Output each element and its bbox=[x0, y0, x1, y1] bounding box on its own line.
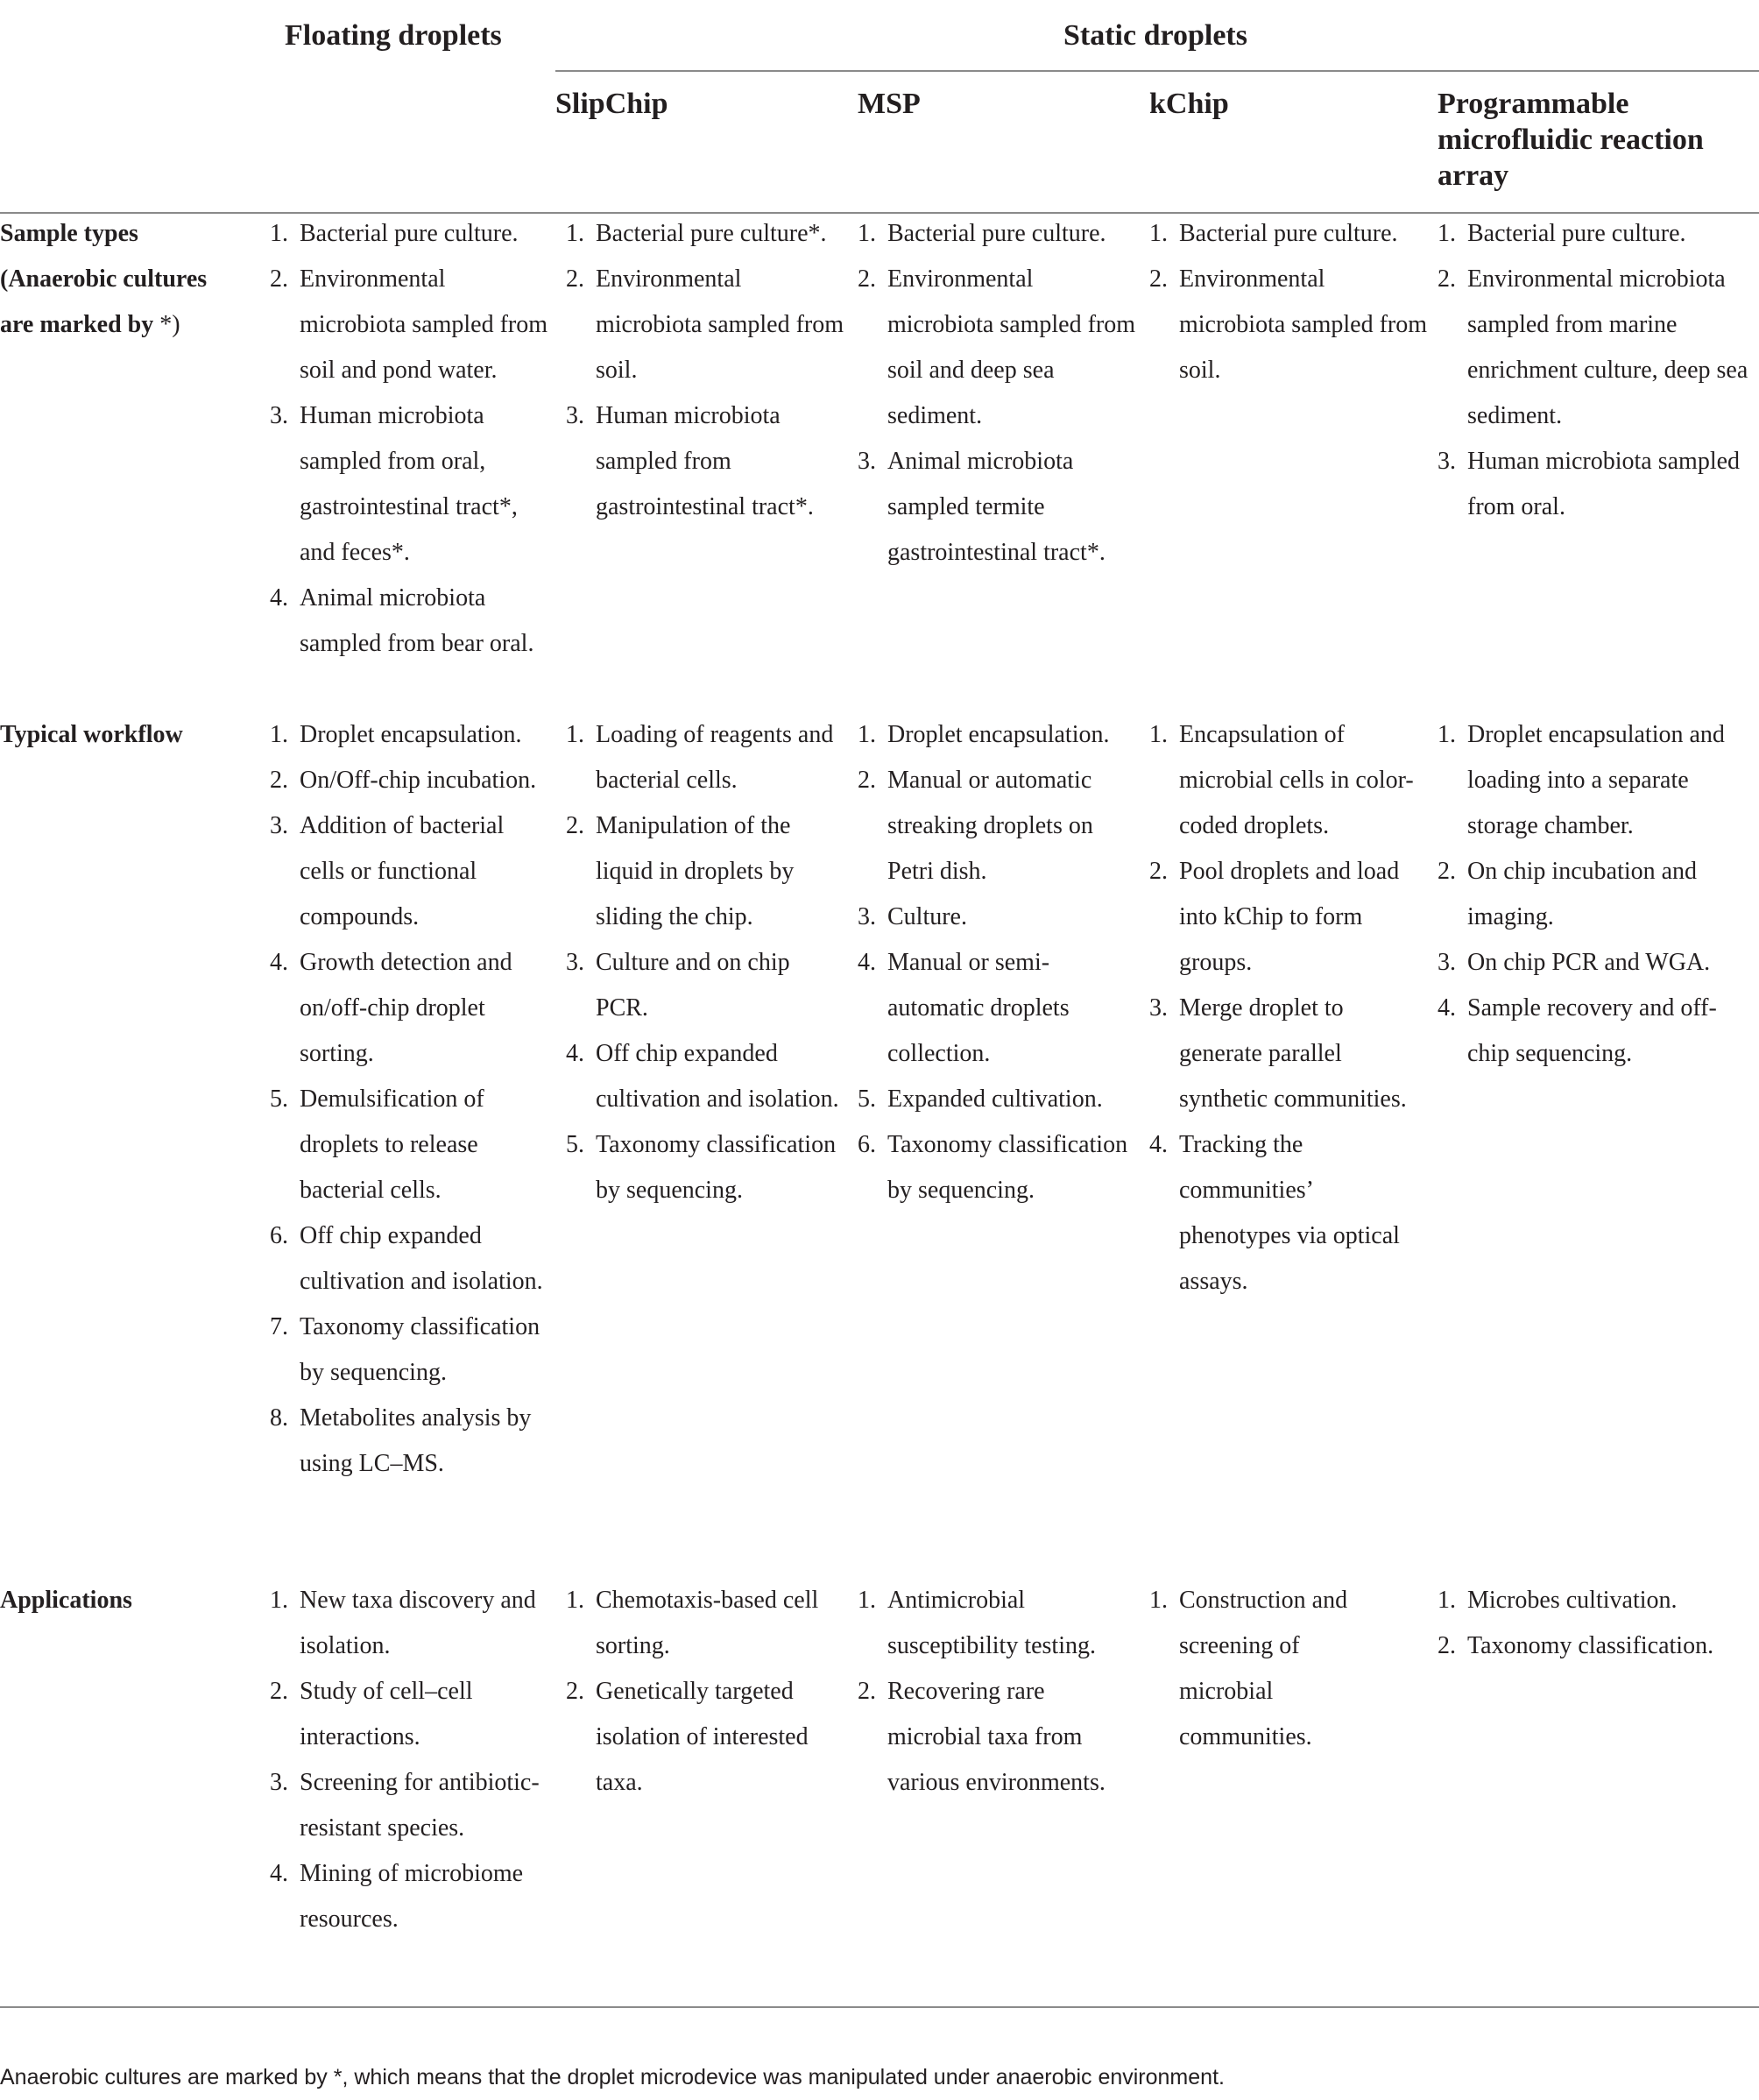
cell-workflow-floating bbox=[270, 712, 555, 1487]
list-item-text: Environmental microbiota sampled from soil and pond water. bbox=[300, 265, 548, 384]
list-item bbox=[858, 257, 1138, 439]
list-item-number: 2. bbox=[1149, 265, 1168, 293]
list-item-text: Culture. bbox=[887, 903, 967, 930]
row-label-applications: Applications bbox=[0, 1587, 132, 1614]
list-item-number: 2. bbox=[270, 1678, 288, 1705]
list-item-text: Bacterial pure culture. bbox=[300, 220, 519, 247]
list-item-number: 7. bbox=[270, 1313, 288, 1340]
header-static-droplets: Static droplets bbox=[1063, 19, 1247, 52]
list-item-number: 4. bbox=[858, 949, 876, 976]
list-item-number: 1. bbox=[1149, 1587, 1168, 1614]
list-item-text: Study of cell–cell interactions. bbox=[300, 1678, 473, 1750]
list-item bbox=[1149, 849, 1421, 986]
list-item-text: Human microbiota sampled from gastrointestinal tract*. bbox=[596, 402, 814, 520]
list-item-number: 3. bbox=[1149, 994, 1168, 1022]
list-item-number: 1. bbox=[858, 220, 876, 247]
numbered-list bbox=[1438, 211, 1759, 530]
list-item-number: 2. bbox=[270, 767, 288, 794]
list-item bbox=[1438, 257, 1759, 439]
row-label-sample-types bbox=[0, 211, 207, 348]
row-label-typical-workflow: Typical workflow bbox=[0, 721, 183, 748]
list-item-text: Droplet encapsulation. bbox=[300, 721, 522, 748]
list-item bbox=[1149, 211, 1430, 257]
header-slipchip: SlipChip bbox=[555, 88, 668, 120]
list-item-text: Demulsification of droplets to release bacterial cells. bbox=[300, 1085, 484, 1204]
list-item bbox=[270, 1851, 555, 1942]
list-item-number: 1. bbox=[1149, 721, 1168, 748]
list-item-text: Genetically targeted isolation of interested taxa. bbox=[596, 1678, 809, 1796]
list-item bbox=[270, 803, 555, 940]
list-item bbox=[270, 1305, 555, 1396]
list-item-number: 6. bbox=[270, 1222, 288, 1249]
list-item-text: On chip PCR and WGA. bbox=[1467, 949, 1711, 976]
header-msp: MSP bbox=[858, 88, 921, 120]
list-item bbox=[566, 940, 846, 1031]
list-item-number: 1. bbox=[858, 721, 876, 748]
list-item-number: 2. bbox=[270, 265, 288, 293]
cell-sample-types-slipchip bbox=[566, 211, 846, 530]
list-item-text: Construction and screening of microbial communities. bbox=[1179, 1587, 1348, 1750]
cell-workflow-pmra bbox=[1438, 712, 1744, 1077]
list-item-text: Human microbiota sampled from oral, gastrointestinal tract*, and feces*. bbox=[300, 402, 518, 566]
list-item bbox=[270, 576, 555, 667]
header-kchip: kChip bbox=[1149, 88, 1229, 120]
list-item-number: 1. bbox=[566, 220, 584, 247]
list-item-text: Taxonomy classification. bbox=[1467, 1632, 1714, 1659]
list-item bbox=[270, 712, 555, 758]
list-item-text: Off chip expanded cultivation and isolation. bbox=[596, 1040, 839, 1113]
list-item-number: 2. bbox=[1438, 265, 1456, 293]
list-item-number: 3. bbox=[566, 402, 584, 429]
list-item-number: 1. bbox=[1438, 721, 1456, 748]
cell-applications-floating bbox=[270, 1578, 555, 1942]
list-item bbox=[566, 803, 846, 940]
list-item-text: Culture and on chip PCR. bbox=[596, 949, 790, 1022]
list-item bbox=[858, 1077, 1138, 1122]
list-item-text: Bacterial pure culture. bbox=[1179, 220, 1398, 247]
row-label-asterisk: *) bbox=[153, 311, 180, 338]
list-item-number: 4. bbox=[566, 1040, 584, 1067]
list-item-number: 2. bbox=[1438, 858, 1456, 885]
list-item-text: Metabolites analysis by using LC–MS. bbox=[300, 1404, 532, 1477]
list-item bbox=[566, 1031, 846, 1122]
list-item bbox=[566, 712, 846, 803]
cell-applications-msp bbox=[858, 1578, 1138, 1806]
list-item-text: Manual or automatic streaking droplets on Petri dish. bbox=[887, 767, 1093, 885]
list-item bbox=[858, 1669, 1138, 1806]
cell-sample-types-msp bbox=[858, 211, 1138, 576]
list-item bbox=[566, 393, 846, 530]
list-item-text: Droplet encapsulation and loading into a separate storage chamber. bbox=[1467, 721, 1725, 839]
row-label-line: (Anaerobic cultures bbox=[0, 265, 208, 293]
list-item-text: Addition of bacterial cells or functional compounds. bbox=[300, 812, 505, 930]
list-item bbox=[1438, 439, 1759, 530]
list-item-number: 2. bbox=[858, 265, 876, 293]
list-item-text: Taxonomy classification by sequencing. bbox=[887, 1131, 1128, 1204]
numbered-list bbox=[1438, 1578, 1744, 1669]
list-item-text: Manipulation of the liquid in droplets by sliding the chip. bbox=[596, 812, 795, 930]
list-item-text: Bacterial pure culture*. bbox=[596, 220, 827, 247]
list-item bbox=[1438, 986, 1744, 1077]
cell-applications-kchip bbox=[1149, 1578, 1395, 1760]
list-item bbox=[858, 1122, 1138, 1213]
list-item-text: Microbes cultivation. bbox=[1467, 1587, 1678, 1614]
list-item bbox=[270, 257, 555, 393]
numbered-list bbox=[1438, 712, 1744, 1077]
list-item-number: 4. bbox=[270, 949, 288, 976]
list-item bbox=[1438, 1623, 1744, 1669]
list-item-number: 6. bbox=[858, 1131, 876, 1158]
numbered-list bbox=[566, 712, 846, 1213]
list-item-number: 4. bbox=[1438, 994, 1456, 1022]
list-item-number: 2. bbox=[1438, 1632, 1456, 1659]
list-item bbox=[270, 1578, 555, 1669]
list-item bbox=[270, 1760, 555, 1851]
list-item-text: Human microbiota sampled from oral. bbox=[1467, 448, 1741, 520]
numbered-list bbox=[270, 211, 555, 667]
list-item-number: 3. bbox=[858, 903, 876, 930]
list-item bbox=[566, 257, 846, 393]
list-item-number: 3. bbox=[566, 949, 584, 976]
row-label-text: are marked by bbox=[0, 311, 154, 338]
cell-sample-types-kchip bbox=[1149, 211, 1430, 393]
list-item bbox=[858, 1578, 1138, 1669]
header-floating-droplets: Floating droplets bbox=[285, 19, 502, 52]
list-item-text: Animal microbiota sampled termite gastrointestinal tract*. bbox=[887, 448, 1106, 566]
list-item-text: Manual or semi-automatic droplets collection. bbox=[887, 949, 1070, 1067]
list-item-text: Environmental microbiota sampled from marine enrichment culture, deep sea sediment. bbox=[1467, 265, 1748, 429]
list-item bbox=[566, 1578, 846, 1669]
table-bottom-rule bbox=[0, 2006, 1759, 2008]
list-item bbox=[858, 439, 1138, 576]
list-item-number: 3. bbox=[1438, 448, 1456, 475]
list-item bbox=[566, 1669, 846, 1806]
list-item bbox=[270, 1077, 555, 1213]
list-item bbox=[1438, 712, 1744, 849]
cell-applications-slipchip bbox=[566, 1578, 846, 1806]
list-item bbox=[1149, 1122, 1421, 1305]
list-item bbox=[270, 1669, 555, 1760]
list-item-text: Screening for antibiotic-resistant species. bbox=[300, 1769, 540, 1842]
list-item-text: Bacterial pure culture. bbox=[1467, 220, 1686, 247]
cell-sample-types-pmra bbox=[1438, 211, 1759, 530]
list-item-text: Environmental microbiota sampled from soil and deep sea sediment. bbox=[887, 265, 1136, 429]
list-item-number: 5. bbox=[270, 1085, 288, 1113]
list-item-number: 1. bbox=[270, 220, 288, 247]
list-item-text: Droplet encapsulation. bbox=[887, 721, 1110, 748]
list-item bbox=[1438, 849, 1744, 940]
list-item-number: 1. bbox=[1149, 220, 1168, 247]
cell-workflow-slipchip bbox=[566, 712, 846, 1213]
list-item bbox=[858, 211, 1138, 257]
list-item-text: Loading of reagents and bacterial cells. bbox=[596, 721, 834, 794]
list-item-number: 5. bbox=[858, 1085, 876, 1113]
numbered-list bbox=[270, 712, 555, 1487]
numbered-list bbox=[270, 1578, 555, 1942]
list-item-number: 2. bbox=[566, 1678, 584, 1705]
list-item-number: 1. bbox=[270, 1587, 288, 1614]
list-item-number: 5. bbox=[566, 1131, 584, 1158]
list-item bbox=[1438, 1578, 1744, 1623]
list-item-number: 3. bbox=[270, 1769, 288, 1796]
list-item bbox=[270, 393, 555, 576]
list-item-text: Mining of microbiome resources. bbox=[300, 1860, 524, 1933]
list-item-text: Environmental microbiota sampled from soil. bbox=[1179, 265, 1428, 384]
list-item bbox=[1438, 211, 1759, 257]
list-item-text: Taxonomy classification by sequencing. bbox=[300, 1313, 540, 1386]
list-item-text: Animal microbiota sampled from bear oral. bbox=[300, 584, 534, 657]
list-item-text: Encapsulation of microbial cells in color-coded droplets. bbox=[1179, 721, 1414, 839]
list-item-text: Environmental microbiota sampled from soil. bbox=[596, 265, 844, 384]
cell-sample-types-floating bbox=[270, 211, 555, 667]
list-item-number: 3. bbox=[270, 812, 288, 839]
list-item-text: On/Off-chip incubation. bbox=[300, 767, 537, 794]
list-item bbox=[270, 1396, 555, 1487]
list-item-number: 2. bbox=[566, 812, 584, 839]
list-item-text: Sample recovery and off-chip sequencing. bbox=[1467, 994, 1717, 1067]
list-item-number: 2. bbox=[858, 767, 876, 794]
list-item-text: On chip incubation and imaging. bbox=[1467, 858, 1698, 930]
list-item-number: 1. bbox=[566, 1587, 584, 1614]
list-item-text: Expanded cultivation. bbox=[887, 1085, 1103, 1113]
list-item bbox=[1149, 1578, 1395, 1760]
list-item bbox=[270, 758, 555, 803]
list-item bbox=[566, 211, 846, 257]
numbered-list bbox=[858, 211, 1138, 576]
list-item-text: Taxonomy classification by sequencing. bbox=[596, 1131, 837, 1204]
cell-applications-pmra bbox=[1438, 1578, 1744, 1669]
list-item bbox=[1149, 257, 1430, 393]
list-item bbox=[566, 1122, 846, 1213]
list-item bbox=[858, 940, 1138, 1077]
list-item-number: 2. bbox=[1149, 858, 1168, 885]
list-item bbox=[1438, 940, 1744, 986]
list-item-number: 4. bbox=[1149, 1131, 1168, 1158]
row-label-line bbox=[0, 302, 207, 348]
list-item-number: 1. bbox=[1438, 220, 1456, 247]
list-item bbox=[858, 712, 1138, 758]
list-item-number: 8. bbox=[270, 1404, 288, 1432]
list-item-text: New taxa discovery and isolation. bbox=[300, 1587, 536, 1659]
numbered-list bbox=[1149, 712, 1421, 1305]
list-item-number: 1. bbox=[270, 721, 288, 748]
row-label-line: Sample types bbox=[0, 220, 138, 247]
list-item-text: Recovering rare microbial taxa from various environments. bbox=[887, 1678, 1106, 1796]
list-item-text: Merge droplet to generate parallel synthetic communities. bbox=[1179, 994, 1407, 1113]
list-item-number: 2. bbox=[858, 1678, 876, 1705]
header-group-rule bbox=[555, 70, 1759, 72]
list-item-number: 1. bbox=[566, 721, 584, 748]
list-item-text: Tracking the communities’ phenotypes via optical assays. bbox=[1179, 1131, 1400, 1295]
list-item-text: Off chip expanded cultivation and isolation. bbox=[300, 1222, 543, 1295]
list-item-number: 2. bbox=[566, 265, 584, 293]
list-item bbox=[270, 940, 555, 1077]
list-item bbox=[270, 1213, 555, 1305]
list-item-text: Antimicrobial susceptibility testing. bbox=[887, 1587, 1096, 1659]
cell-workflow-kchip bbox=[1149, 712, 1421, 1305]
list-item-text: Chemotaxis-based cell sorting. bbox=[596, 1587, 819, 1659]
numbered-list bbox=[858, 1578, 1138, 1806]
list-item-number: 1. bbox=[1438, 1587, 1456, 1614]
numbered-list bbox=[858, 712, 1138, 1213]
list-item-number: 3. bbox=[1438, 949, 1456, 976]
list-item-number: 3. bbox=[270, 402, 288, 429]
list-item-number: 3. bbox=[858, 448, 876, 475]
list-item-number: 4. bbox=[270, 584, 288, 612]
numbered-list bbox=[566, 211, 846, 530]
list-item bbox=[1149, 986, 1421, 1122]
list-item bbox=[1149, 712, 1421, 849]
table-footnote: Anaerobic cultures are marked by *, which means that the droplet microdevice was manipulated under anaerobic environment. bbox=[0, 2065, 1225, 2089]
list-item bbox=[858, 894, 1138, 940]
list-item-number: 4. bbox=[270, 1860, 288, 1887]
cell-workflow-msp bbox=[858, 712, 1138, 1213]
list-item-text: Bacterial pure culture. bbox=[887, 220, 1106, 247]
list-item-text: Growth detection and on/off-chip droplet sorting. bbox=[300, 949, 512, 1067]
numbered-list bbox=[1149, 211, 1430, 393]
list-item-number: 1. bbox=[858, 1587, 876, 1614]
numbered-list bbox=[566, 1578, 846, 1806]
numbered-list bbox=[1149, 1578, 1395, 1760]
list-item bbox=[270, 211, 555, 257]
list-item-text: Pool droplets and load into kChip to form groups. bbox=[1179, 858, 1400, 976]
header-programmable-array: Programmable microfluidic reaction array bbox=[1438, 88, 1704, 192]
list-item bbox=[858, 758, 1138, 894]
